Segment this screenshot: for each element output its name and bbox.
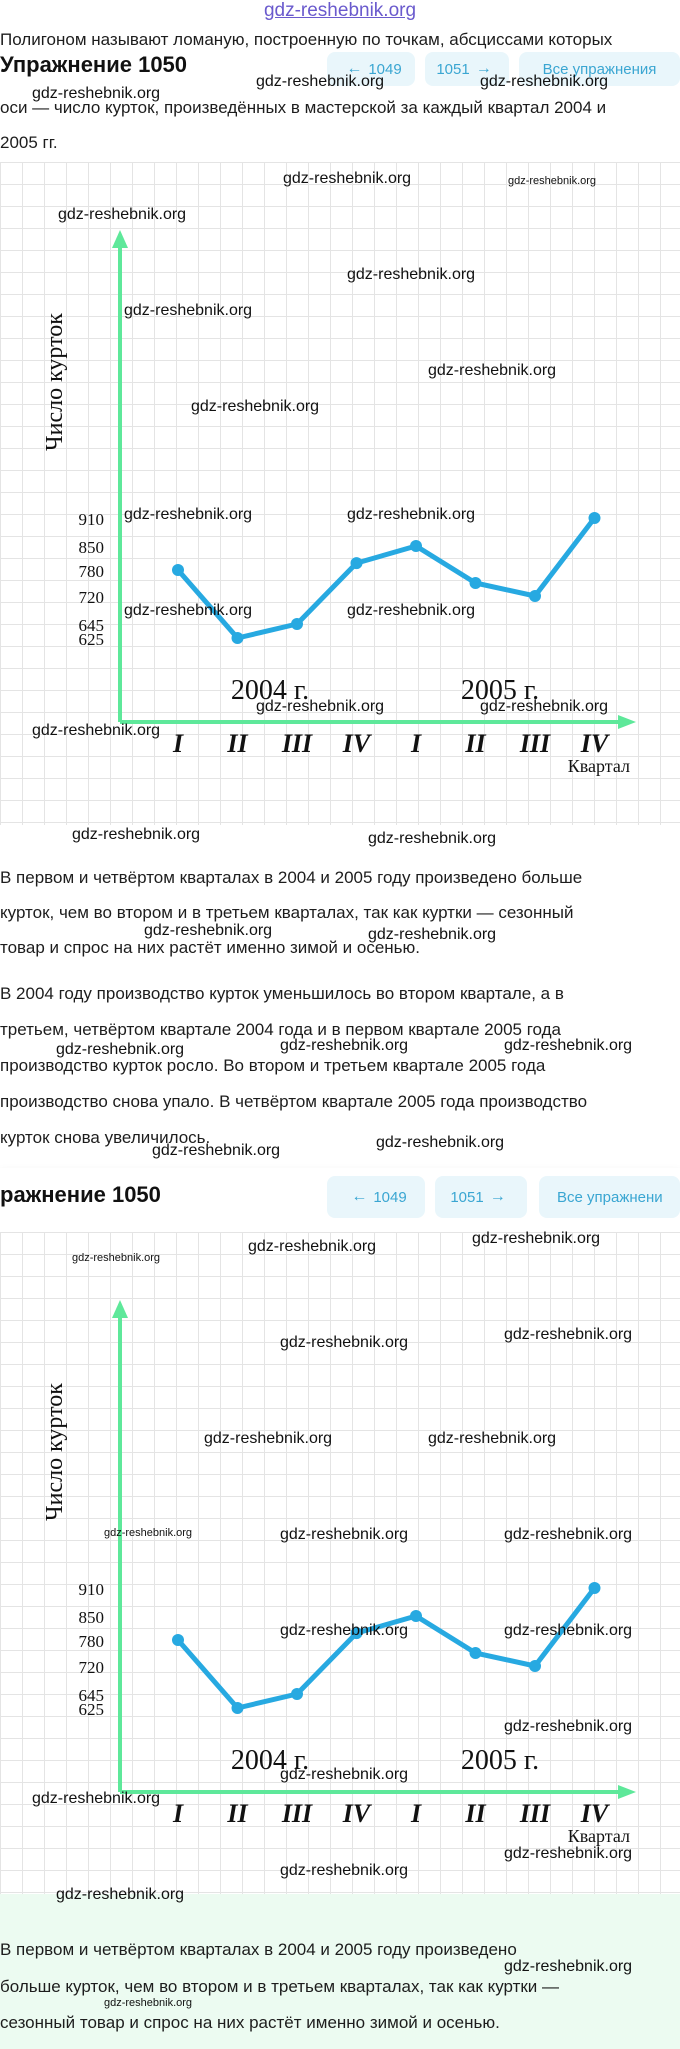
- site-link[interactable]: gdz-reshebnik.org: [263, 0, 417, 21]
- watermark: gdz-reshebnik.org: [504, 1718, 633, 1735]
- watermark: gdz-reshebnik.org: [248, 1238, 377, 1255]
- y-tick-label: 720: [78, 1658, 104, 1677]
- answer-line: товар и спрос на них растёт именно зимой и осенью.: [0, 938, 421, 957]
- arrow-left-icon: ←: [351, 1188, 368, 1205]
- data-point: [470, 1647, 482, 1659]
- task-text-line: оси — число курток, произведённых в мастерской за каждый квартал 2004 и: [0, 98, 607, 117]
- watermark: gdz-reshebnik.org: [124, 506, 253, 523]
- group-label-2005: 2005 г.: [460, 1745, 540, 1776]
- watermark: gdz-reshebnik.org: [124, 302, 253, 319]
- prev-exercise-button[interactable]: ← 1049: [327, 1176, 425, 1218]
- y-tick-label: 780: [78, 1632, 104, 1651]
- x-tick-label: II: [227, 1799, 248, 1828]
- data-point: [291, 618, 303, 630]
- watermark: gdz-reshebnik.org: [347, 602, 476, 619]
- watermark: gdz-reshebnik.org: [32, 1790, 161, 1807]
- watermark: gdz-reshebnik.org: [280, 1862, 409, 1879]
- data-point: [232, 632, 244, 644]
- group-label-2004: 2004 г.: [230, 1745, 310, 1776]
- watermark: gdz-reshebnik.org: [504, 1326, 633, 1343]
- data-point: [410, 540, 422, 552]
- x-axis-arrow: [618, 1785, 636, 1799]
- group-label-2005: 2005 г.: [460, 675, 540, 706]
- x-tick-label: I: [172, 1799, 184, 1828]
- next-exercise-button[interactable]: 1051 →: [425, 52, 509, 86]
- arrow-right-icon: →: [475, 60, 492, 77]
- watermark: gdz-reshebnik.org: [280, 1526, 409, 1543]
- watermark: gdz-reshebnik.org: [376, 1134, 505, 1151]
- watermark: gdz-reshebnik.org: [283, 170, 412, 187]
- y-axis-arrow: [112, 230, 128, 248]
- watermark: gdz-reshebnik.org: [480, 73, 609, 90]
- exercise-title: ражнение 1050: [0, 1182, 161, 1207]
- watermark: gdz-reshebnik.org: [191, 398, 320, 415]
- answer-line: курток снова увеличилось.: [0, 1128, 211, 1147]
- answer-line: курток, чем во втором и в третьем кварталах, так как куртки — сезонный: [0, 903, 574, 922]
- x-tick-label: III: [519, 729, 551, 758]
- watermark: gdz-reshebnik.org: [256, 73, 385, 90]
- x-tick-label: II: [465, 1799, 486, 1828]
- x-tick-label: II: [227, 729, 248, 758]
- watermark: gdz-reshebnik.org: [368, 830, 497, 847]
- x-tick-label: IV: [580, 1799, 609, 1828]
- y-tick-label: 645: [78, 1686, 104, 1705]
- watermark: gdz-reshebnik.org: [347, 506, 476, 523]
- watermark: gdz-reshebnik.org: [32, 722, 161, 739]
- y-tick-label: 625: [78, 630, 104, 649]
- watermark: gdz-reshebnik.org: [204, 1430, 333, 1447]
- watermark: gdz-reshebnik.org: [428, 362, 557, 379]
- y-tick-label: 780: [78, 562, 104, 581]
- exercise-header-sticky: [0, 1168, 680, 1232]
- x-tick-label: I: [410, 1799, 422, 1828]
- data-line: [178, 518, 595, 638]
- data-point: [232, 1702, 244, 1714]
- x-tick-label: IV: [342, 729, 371, 758]
- watermark: gdz-reshebnik.org: [472, 1230, 601, 1247]
- all-exercises-button[interactable]: Все упражнения: [519, 52, 680, 86]
- x-axis-arrow: [618, 715, 636, 729]
- watermark: gdz-reshebnik.org: [256, 698, 385, 715]
- answer-line: производство курток росло. Во втором и третьем квартале 2005 года: [0, 1056, 546, 1075]
- group-label-2004: 2004 г.: [230, 675, 310, 706]
- data-point: [172, 1634, 184, 1646]
- data-point: [172, 564, 184, 576]
- data-point: [589, 1582, 601, 1594]
- y-tick-label: 850: [78, 538, 104, 557]
- answer-line: В первом и четвёртом кварталах в 2004 и 2005 году произведено: [0, 1940, 517, 1959]
- x-tick-label: I: [172, 729, 184, 758]
- x-tick-label: IV: [580, 729, 609, 758]
- answer-line: производство снова упало. В четвёртом квартале 2005 года производство: [0, 1092, 588, 1111]
- answer-line: больше курток, чем во втором и в третьем кварталах, так как куртки —: [0, 1977, 560, 1996]
- y-tick-label: 625: [78, 1700, 104, 1719]
- x-tick-label: III: [281, 1799, 313, 1828]
- data-point: [351, 557, 363, 569]
- watermark: gdz-reshebnik.org: [152, 1142, 281, 1159]
- watermark: gdz-reshebnik.org: [280, 1766, 409, 1783]
- watermark: gdz-reshebnik.org: [504, 1845, 633, 1862]
- watermark: gdz-reshebnik.org: [504, 1622, 633, 1639]
- prev-exercise-button[interactable]: ← 1049: [327, 52, 415, 86]
- data-point: [410, 1610, 422, 1622]
- all-exercises-button[interactable]: Все упражнени: [539, 1176, 680, 1218]
- watermark: gdz-reshebnik.org: [56, 1041, 185, 1058]
- x-tick-label: II: [465, 729, 486, 758]
- watermark: gdz-reshebnik.org: [280, 1334, 409, 1351]
- watermark: gdz-reshebnik.org: [58, 206, 187, 223]
- watermark: gdz-reshebnik.org: [280, 1037, 409, 1054]
- watermark: gdz-reshebnik.org: [368, 926, 497, 943]
- arrow-right-icon: →: [489, 1188, 506, 1205]
- data-point: [291, 1688, 303, 1700]
- watermark: gdz-reshebnik.org: [104, 1997, 193, 2009]
- answer-line: сезонный товар и спрос на них растёт именно зимой и осенью.: [0, 2013, 500, 2032]
- watermark: gdz-reshebnik.org: [480, 698, 609, 715]
- answer-line: В первом и четвёртом кварталах в 2004 и 2005 году произведено больше: [0, 868, 583, 887]
- x-axis-label: Квартал: [567, 1826, 630, 1846]
- watermark: gdz-reshebnik.org: [280, 1622, 409, 1639]
- x-tick-label: III: [281, 729, 313, 758]
- y-tick-label: 910: [78, 510, 104, 529]
- watermark: gdz-reshebnik.org: [124, 602, 253, 619]
- answer-line: В 2004 году производство курток уменьшилось во втором квартале, а в: [0, 984, 564, 1003]
- watermark: gdz-reshebnik.org: [144, 922, 273, 939]
- answer-line: третьем, четвёртом квартале 2004 года и в первом квартале 2005 года: [0, 1020, 562, 1039]
- watermark: gdz-reshebnik.org: [72, 1252, 161, 1264]
- next-exercise-button[interactable]: 1051 →: [435, 1176, 527, 1218]
- y-axis-label: Число курток: [42, 1383, 68, 1521]
- x-tick-label: IV: [342, 1799, 371, 1828]
- watermark: gdz-reshebnik.org: [428, 1430, 557, 1447]
- task-text-line: 2005 гг.: [0, 133, 58, 152]
- watermark: gdz-reshebnik.org: [32, 85, 161, 102]
- task-text-line: Полигоном называют ломаную, построенную по точкам, абсциссами которых: [0, 30, 613, 49]
- watermark: gdz-reshebnik.org: [504, 1037, 633, 1054]
- data-point: [470, 577, 482, 589]
- y-tick-label: 645: [78, 616, 104, 635]
- y-axis-arrow: [112, 1300, 128, 1318]
- watermark: gdz-reshebnik.org: [508, 175, 597, 187]
- watermark: gdz-reshebnik.org: [504, 1958, 633, 1975]
- watermark: gdz-reshebnik.org: [56, 1886, 185, 1903]
- arrow-left-icon: ←: [346, 60, 363, 77]
- y-tick-label: 720: [78, 588, 104, 607]
- x-axis-label: Квартал: [567, 756, 630, 776]
- watermark: gdz-reshebnik.org: [72, 826, 201, 843]
- data-point: [589, 512, 601, 524]
- y-tick-label: 850: [78, 1608, 104, 1627]
- data-point: [529, 590, 541, 602]
- exercise-title: Упражнение 1050: [0, 52, 188, 77]
- watermark: gdz-reshebnik.org: [504, 1526, 633, 1543]
- watermark: gdz-reshebnik.org: [347, 266, 476, 283]
- watermark: gdz-reshebnik.org: [104, 1527, 193, 1539]
- y-axis-label: Число курток: [42, 313, 68, 451]
- data-line: [178, 1588, 595, 1708]
- x-tick-label: I: [410, 729, 422, 758]
- x-tick-label: III: [519, 1799, 551, 1828]
- y-tick-label: 910: [78, 1580, 104, 1599]
- data-point: [529, 1660, 541, 1672]
